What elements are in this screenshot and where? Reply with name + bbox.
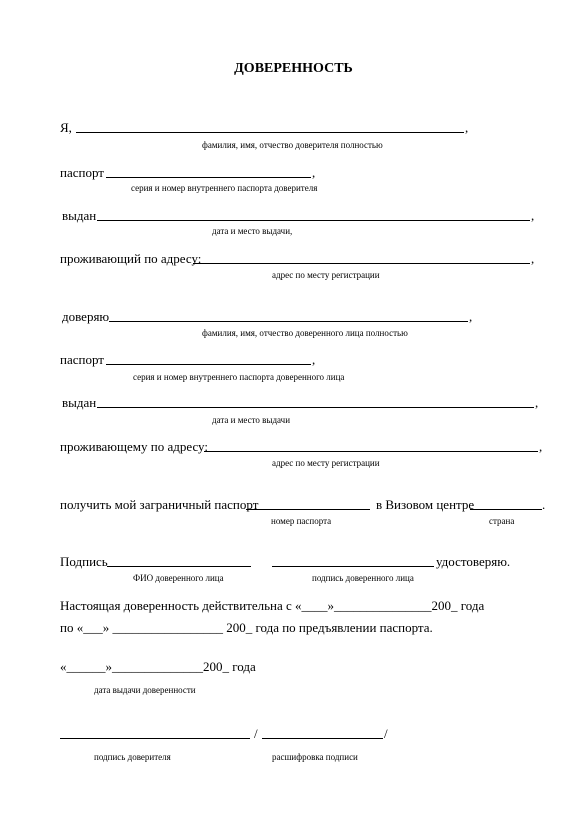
trustor-passport-field[interactable] [106, 177, 311, 178]
trustee-signature-field[interactable] [272, 566, 434, 567]
trust-label: доверяю [62, 309, 110, 324]
trustor-name-caption: фамилия, имя, отчество доверителя полностью [202, 140, 383, 150]
trustor-passport-comma: , [312, 165, 316, 180]
trustor-signature-decode-field[interactable] [262, 738, 383, 739]
trustee-passport-comma: , [312, 352, 316, 367]
passport-number-caption: номер паспорта [271, 516, 332, 526]
trustee-passport-label: паспорт [60, 352, 104, 367]
trustee-address-field[interactable] [204, 451, 538, 452]
trustor-signature-caption: подпись доверителя [94, 752, 171, 762]
trustee-name-caption: фамилия, имя, отчество доверенного лица полностью [202, 328, 408, 338]
trustor-address-caption: адрес по месту регистрации [272, 270, 380, 280]
validity-to-text: по «___» _________________ 200_ года по предъявлении паспорта. [60, 620, 433, 635]
receive-passport-label: получить мой заграничный паспорт [60, 497, 259, 512]
trustee-fullname-field[interactable] [107, 566, 251, 567]
trustor-name-field[interactable] [76, 132, 464, 133]
trustee-address-label: проживающему по адресу: [60, 439, 209, 454]
trustee-name-comma: , [469, 309, 473, 324]
trustee-issued-label: выдан [62, 395, 97, 410]
trustee-address-caption: адрес по месту регистрации [272, 458, 380, 468]
visa-center-label: в Визовом центре [376, 497, 475, 512]
trustee-passport-field[interactable] [106, 364, 311, 365]
signature-slash-left: / [254, 726, 258, 741]
country-caption: страна [489, 516, 515, 526]
trustor-address-label: проживающий по адресу: [60, 251, 202, 266]
trustor-issued-field[interactable] [97, 220, 530, 221]
validity-from-text: Настоящая доверенность действительна с «____»_______________200_ года [60, 598, 485, 613]
receive-passport-period: . [542, 497, 546, 512]
issue-date-text: «______»______________200_ года [60, 659, 256, 674]
certify-label: удостоверяю. [436, 554, 511, 569]
trustee-passport-caption: серия и номер внутреннего паспорта доверенного лица [133, 372, 345, 382]
trustee-issued-comma: , [535, 395, 539, 410]
trustee-fullname-caption: ФИО доверенного лица [133, 573, 224, 583]
signature-decode-caption: расшифровка подписи [272, 752, 358, 762]
trustor-passport-label: паспорт [60, 165, 104, 180]
trustee-issued-caption: дата и место выдачи [212, 415, 291, 425]
trustee-name-field[interactable] [109, 321, 468, 322]
trustor-comma: , [465, 120, 469, 135]
passport-number-field[interactable] [246, 509, 370, 510]
country-field[interactable] [470, 509, 542, 510]
trustor-issued-label: выдан [62, 208, 97, 223]
trustor-address-comma: , [531, 251, 535, 266]
trustor-signature-field[interactable] [60, 738, 250, 739]
trustor-label: Я, [60, 120, 72, 135]
trustee-address-comma: , [539, 439, 543, 454]
signature-label: Подпись [60, 554, 108, 569]
trustor-issued-comma: , [531, 208, 535, 223]
trustee-signature-caption: подпись доверенного лица [312, 573, 414, 583]
document-title: ДОВЕРЕННОСТЬ [234, 61, 353, 76]
trustee-issued-field[interactable] [97, 407, 534, 408]
trustor-passport-caption: серия и номер внутреннего паспорта доверителя [131, 183, 318, 193]
issue-date-caption: дата выдачи доверенности [94, 685, 196, 695]
trustor-address-field[interactable] [193, 263, 530, 264]
signature-slash-right: / [384, 726, 388, 741]
trustor-issued-caption: дата и место выдачи, [212, 226, 293, 236]
